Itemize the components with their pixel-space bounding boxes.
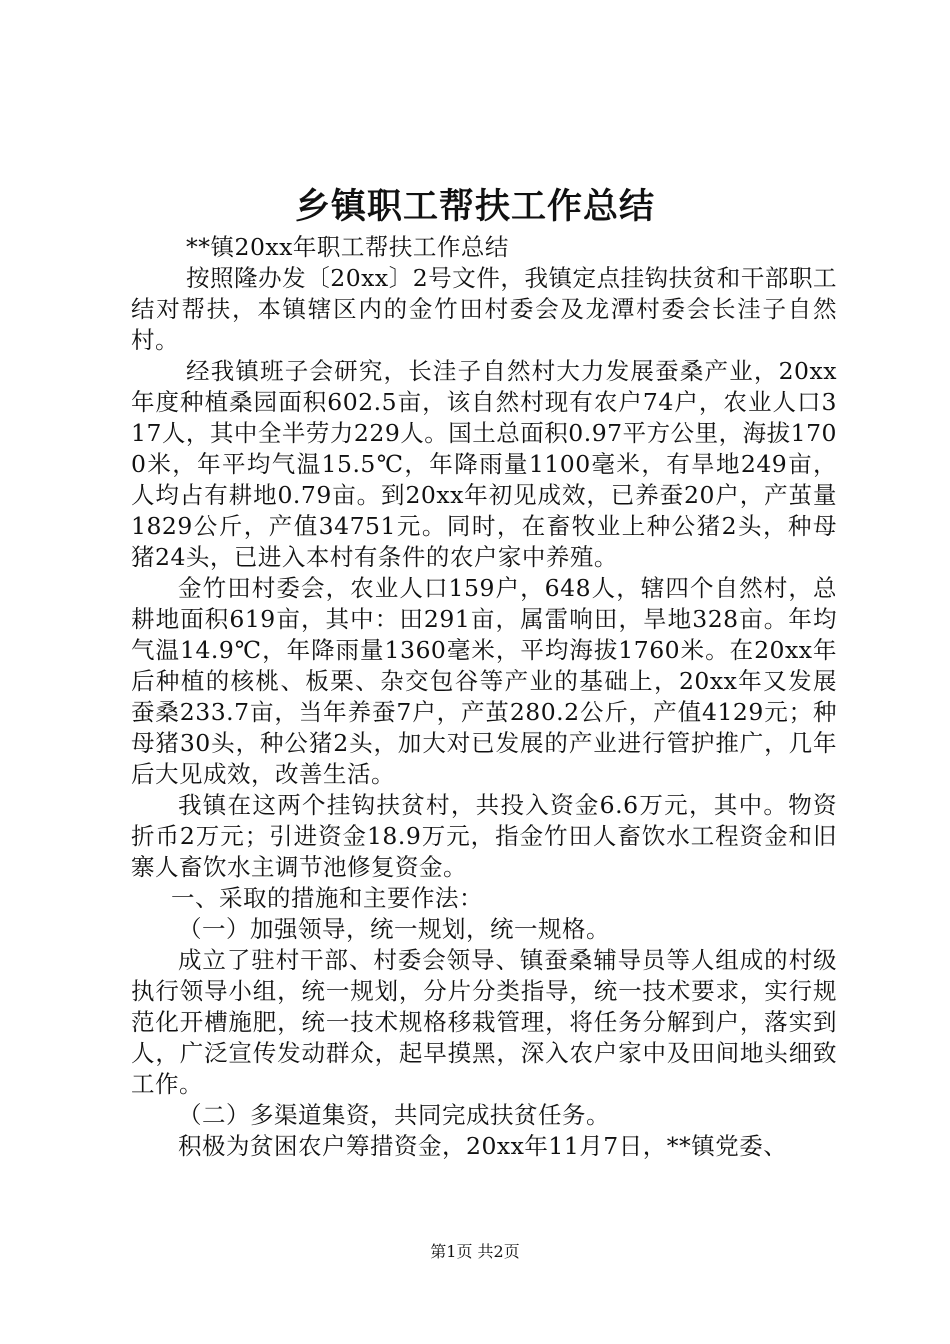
page-number-footer: 第1页 共2页 [430, 1242, 520, 1261]
paragraph: 按照隆办发〔20xx〕2号文件，我镇定点挂钩扶贫和干部职工结对帮扶，本镇辖区内的金竹田村委会及龙潭村委会长洼子自然村。 [131, 264, 837, 354]
document-subtitle: **镇20xx年职工帮扶工作总结 [186, 233, 509, 261]
paragraph: 成立了驻村干部、村委会领导、镇蚕桑辅导员等人组成的村级执行领导小组，统一规划，分片分类指导，统一技术要求，实行规范化开槽施肥，统一技术规格移栽管理，将任务分解到户，落实到人，广泛宣传发动群众，起早摸黑，深入农户家中及田间地头细致工作。 [131, 946, 837, 1098]
paragraph: 我镇在这两个挂钩扶贫村，共投入资金6.6万元，其中。物资折币2万元；引进资金18.9万元，指金竹田人畜饮水工程资金和旧寨人畜饮水主调节池修复资金。 [131, 791, 837, 881]
section-heading: 一、采取的措施和主要作法： [171, 884, 483, 912]
document-body [131, 232, 837, 1162]
paragraph: 积极为贫困农户筹措资金，20xx年11月7日，**镇党委、 [178, 1132, 788, 1160]
subsection-heading: （二）多渠道集资，共同完成扶贫任务。 [178, 1101, 610, 1129]
document-title: 乡镇职工帮扶工作总结 [294, 186, 655, 227]
paragraph: 经我镇班子会研究，长洼子自然村大力发展蚕桑产业，20xx年度种植桑园面积602.5亩，该自然村现有农户74户，农业人口317人，其中全半劳力229人。国土总面积0.97平方公里，海拔1700米，年平均气温15.5℃，年降雨量1100毫米，有旱地249亩，人均占有耕地0.79亩。到20xx年初见成效，已养蚕20户，产茧量1829公斤，产值34751元。同时，在畜牧业上种公猪2头，种母猪24头，已进入本村有条件的农户家中养殖。 [131, 357, 837, 571]
paragraph: 金竹田村委会，农业人口159户，648人，辖四个自然村，总耕地面积619亩，其中：田291亩，属雷响田，旱地328亩。年均气温14.9℃，年降雨量1360毫米，平均海拔1760米。在20xx年后种植的核桃、板栗、杂交包谷等产业的基础上，20xx年又发展蚕桑233.7亩，当年养蚕7户，产茧280.2公斤，产值4129元；种母猪30头，种公猪2头，加大对已发展的产业进行管护推广，几年后大见成效，改善生活。 [131, 574, 837, 788]
subsection-heading: （一）加强领导，统一规划，统一规格。 [178, 915, 610, 943]
